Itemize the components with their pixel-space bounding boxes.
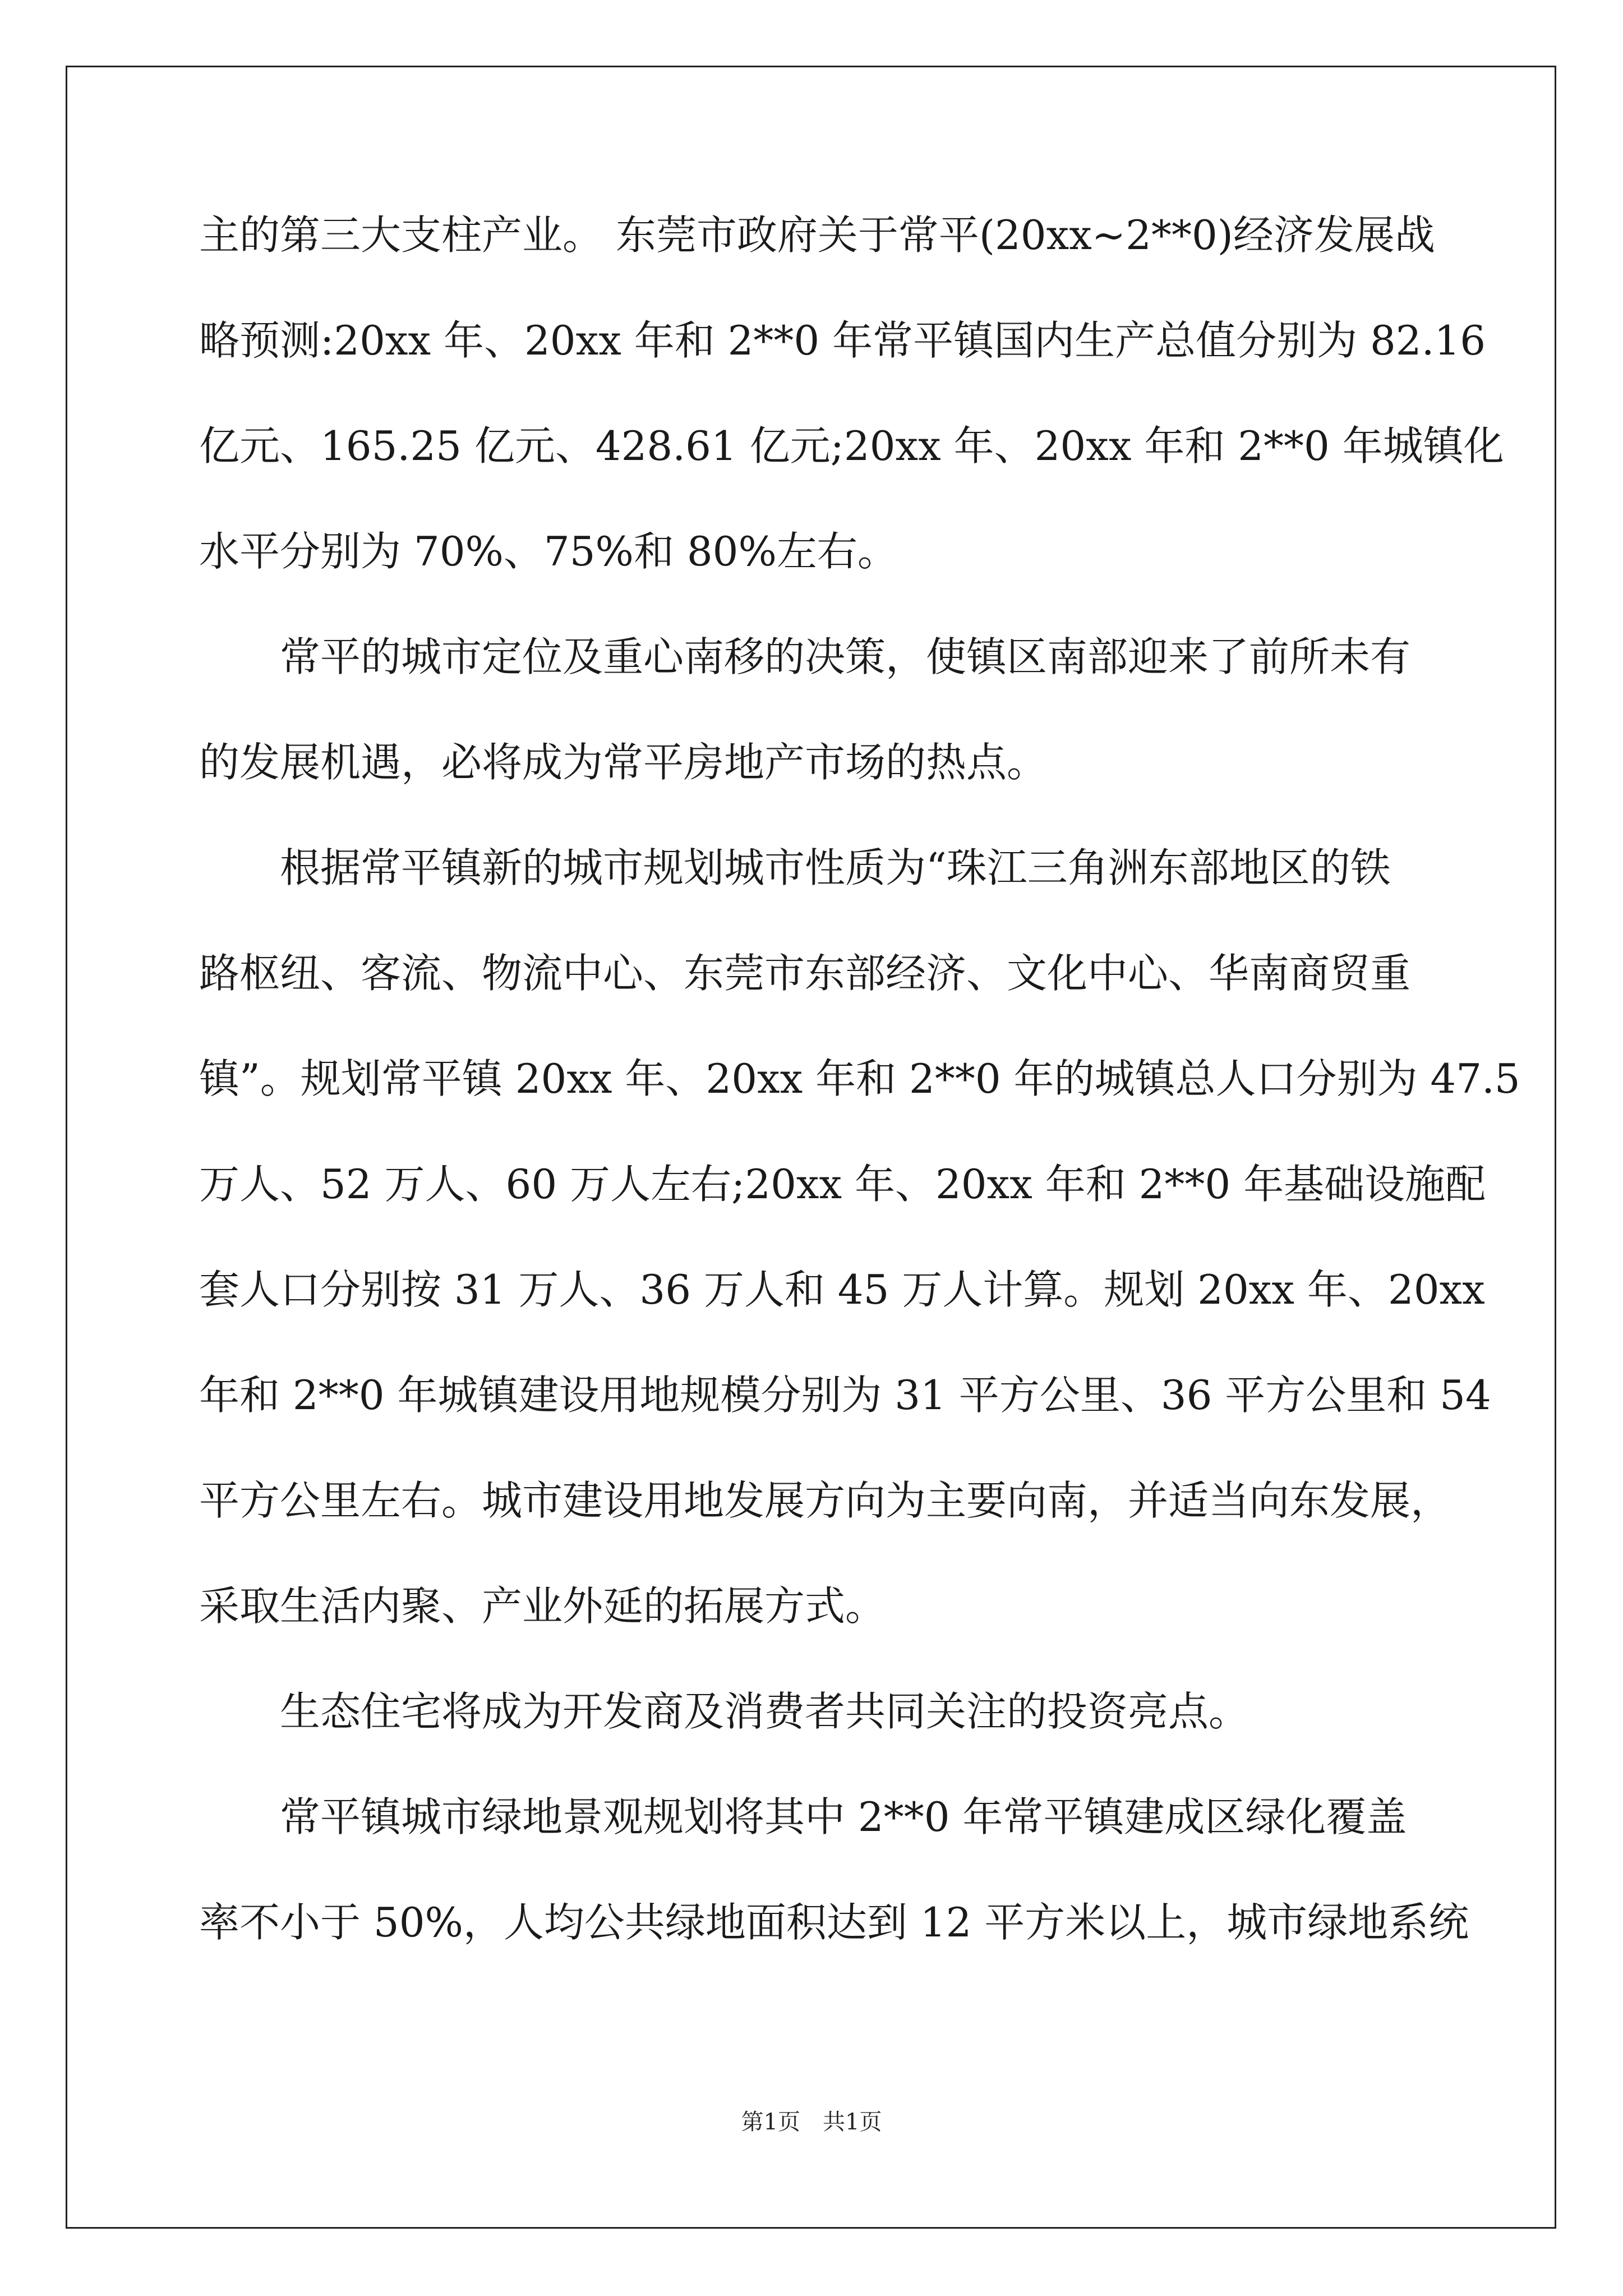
text-line-2: 略预测:20xx 年、20xx 年和 2**0 年常平镇国内生产总值分别为 82.16	[199, 317, 1486, 364]
text-line-8: 路枢纽、客流、物流中心、东莞市东部经济、文化中心、华南商贸重	[199, 950, 1411, 997]
text-line-17: 率不小于 50%，人均公共绿地面积达到 12 平方米以上，城市绿地系统	[199, 1899, 1469, 1946]
page-footer: 第1页 共1页	[741, 2109, 882, 2135]
text-line-6: 的发展机遇，必将成为常平房地产市场的热点。	[199, 739, 1048, 786]
text-line-14: 采取生活内聚、产业外延的拓展方式。	[199, 1582, 886, 1630]
text-line-1: 主的第三大支柱产业。 东莞市政府关于常平(20xx~2**0)经济发展战	[199, 211, 1435, 259]
text-line-9: 镇”。规划常平镇 20xx 年、20xx 年和 2**0 年的城镇总人口分别为 47.5	[199, 1055, 1520, 1102]
document-body	[199, 210, 1520, 2003]
text-line-15: 生态住宅将成为开发商及消费者共同关注的投资亮点。	[280, 1688, 1249, 1735]
text-line-13: 平方公里左右。城市建设用地发展方向为主要向南，并适当向东发展，	[199, 1477, 1451, 1524]
text-line-11: 套人口分别按 31 万人、36 万人和 45 万人计算。规划 20xx 年、20xx	[199, 1266, 1485, 1313]
text-line-7: 根据常平镇新的城市规划城市性质为“珠江三角洲东部地区的铁	[280, 844, 1391, 891]
text-line-12: 年和 2**0 年城镇建设用地规模分别为 31 平方公里、36 平方公里和 54	[199, 1372, 1491, 1419]
text-line-4: 水平分别为 70%、75%和 80%左右。	[199, 528, 898, 575]
text-line-16: 常平镇城市绿地景观规划将其中 2**0 年常平镇建成区绿化覆盖	[280, 1793, 1407, 1841]
text-line-10: 万人、52 万人、60 万人左右;20xx 年、20xx 年和 2**0 年基础设施配	[199, 1161, 1486, 1208]
text-line-5: 常平的城市定位及重心南移的决策，使镇区南部迎来了前所未有	[280, 633, 1411, 680]
text-line-3: 亿元、165.25 亿元、428.61 亿元;20xx 年、20xx 年和 2**0 年城镇化	[199, 422, 1504, 470]
